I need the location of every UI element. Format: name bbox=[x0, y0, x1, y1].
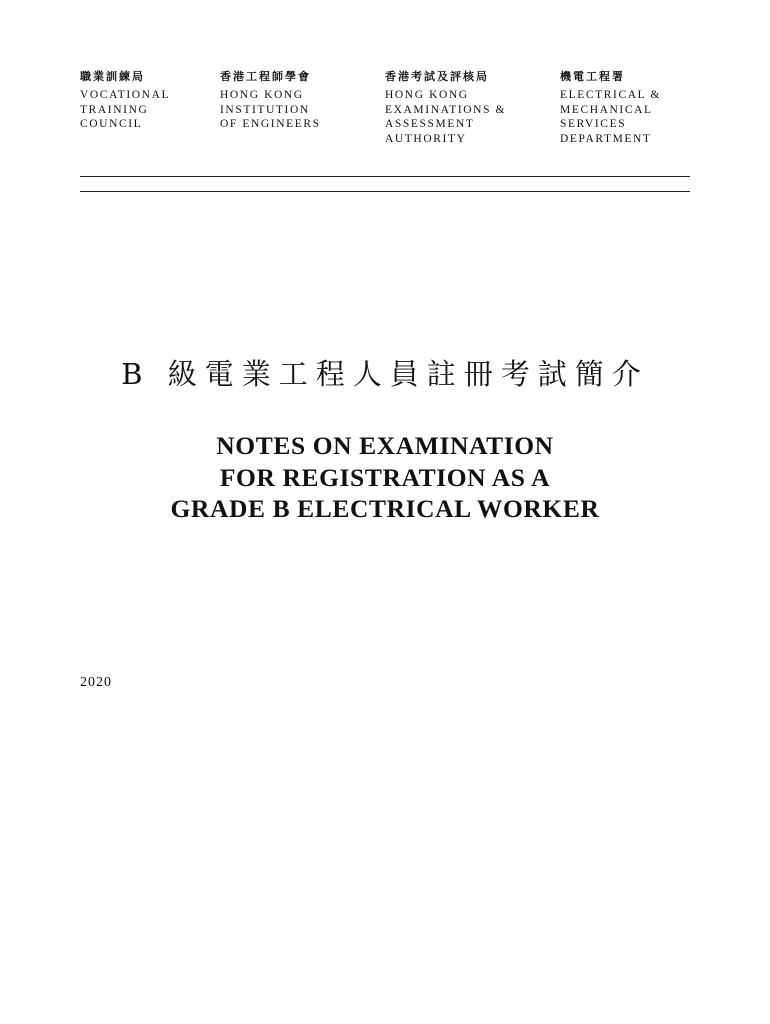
english-title-line: GRADE B ELECTRICAL WORKER bbox=[170, 494, 600, 523]
org-hkie bbox=[220, 70, 321, 132]
english-title-line: FOR REGISTRATION AS A bbox=[219, 462, 551, 492]
org-english-line: EXAMINATIONS & bbox=[385, 103, 507, 116]
org-english-line: ASSESSMENT bbox=[385, 118, 475, 131]
english-title bbox=[0, 430, 770, 525]
org-chinese-name: 香港工程師學會 bbox=[220, 70, 311, 83]
org-english-line: HONG KONG bbox=[385, 89, 469, 101]
org-english-line: COUNCIL bbox=[80, 118, 143, 131]
org-emsd bbox=[560, 70, 661, 146]
org-english-line: HONG KONG bbox=[220, 89, 304, 101]
publication-year: 2020 bbox=[80, 675, 112, 690]
english-title-line: NOTES ON EXAMINATION bbox=[216, 431, 554, 460]
org-hkeaa bbox=[385, 70, 506, 146]
org-vtc bbox=[80, 70, 170, 132]
org-english-line: SERVICES bbox=[560, 118, 627, 131]
header-divider-top bbox=[80, 176, 690, 177]
chinese-title: B 級電業工程人員註冊考試簡介 bbox=[121, 357, 649, 391]
org-english-line: ELECTRICAL & bbox=[560, 89, 661, 101]
org-english-line: AUTHORITY bbox=[385, 132, 467, 145]
org-english-line: OF ENGINEERS bbox=[220, 118, 321, 131]
organizations-header bbox=[0, 70, 770, 160]
org-english-line: VOCATIONAL bbox=[80, 89, 171, 101]
org-english-line: DEPARTMENT bbox=[560, 132, 652, 145]
org-english-line: INSTITUTION bbox=[220, 103, 310, 116]
header-divider-bottom bbox=[80, 191, 690, 192]
org-english-line: MECHANICAL bbox=[560, 103, 653, 116]
org-chinese-name: 香港考試及評核局 bbox=[385, 70, 489, 83]
org-chinese-name: 機電工程署 bbox=[560, 70, 625, 83]
org-chinese-name: 職業訓練局 bbox=[80, 70, 145, 83]
org-english-line: TRAINING bbox=[80, 103, 149, 116]
